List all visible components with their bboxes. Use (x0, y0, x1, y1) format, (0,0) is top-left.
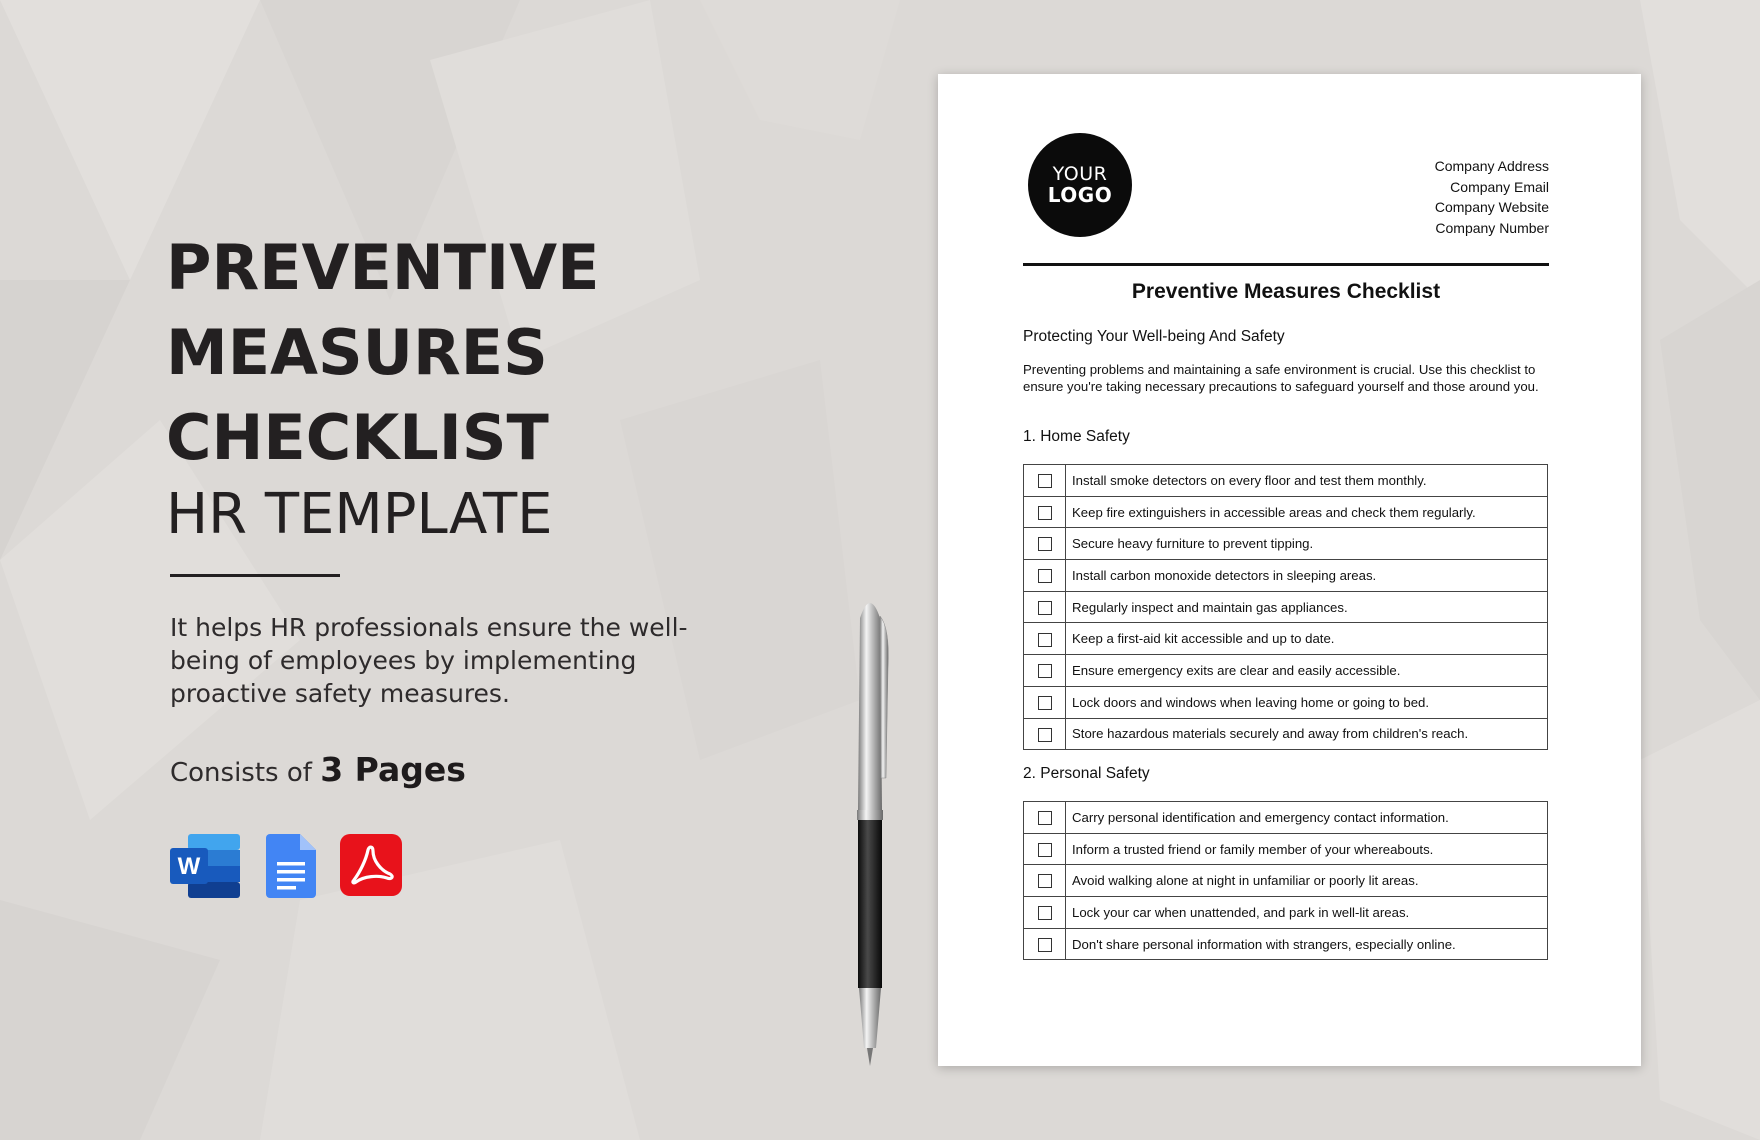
checkbox[interactable] (1038, 569, 1052, 583)
checkbox-cell (1024, 528, 1066, 560)
table-row (1024, 865, 1548, 897)
checklist-item-text: Lock your car when unattended, and park in well-lit areas. (1066, 897, 1548, 929)
logo-line-2: LOGO (1047, 183, 1113, 207)
pages-prefix: Consists of (170, 758, 312, 788)
checkbox-cell (1024, 928, 1066, 960)
checklist-item-text: Keep a first-aid kit accessible and up to date. (1066, 623, 1548, 655)
checkbox[interactable] (1038, 664, 1052, 678)
checkbox[interactable] (1038, 601, 1052, 615)
checkbox[interactable] (1038, 874, 1052, 888)
checkbox-cell (1024, 718, 1066, 750)
checkbox-cell (1024, 833, 1066, 865)
company-email: Company Email (1450, 178, 1549, 195)
checklist-item-text: Avoid walking alone at night in unfamiliar or poorly lit areas. (1066, 865, 1548, 897)
promo-divider (170, 574, 340, 577)
promo-description: It helps HR professionals ensure the well-being of employees by implementing proactive safety measures. (170, 613, 688, 708)
document-intro: Preventing problems and maintaining a safe environment is crucial. Use this checklist to ensure you're taking necessary precautions to safeguard yourself and those around you. (1023, 362, 1539, 394)
logo-line-1: YOUR (1052, 163, 1108, 185)
company-address: Company Address (1434, 158, 1549, 174)
table-row (1024, 928, 1548, 960)
google-docs-icon (266, 834, 316, 898)
table-row (1024, 496, 1548, 528)
section-heading-personal-safety: 2. Personal Safety (1023, 765, 1150, 782)
checkbox[interactable] (1038, 537, 1052, 551)
checkbox-cell (1024, 623, 1066, 655)
word-icon (170, 834, 240, 898)
checklist-item-text: Inform a trusted friend or family member of your whereabouts. (1066, 833, 1548, 865)
checklist-item-text: Install carbon monoxide detectors in sleeping areas. (1066, 560, 1548, 592)
checklist-item-text: Secure heavy furniture to prevent tipping. (1066, 528, 1548, 560)
company-logo (1028, 133, 1132, 237)
checkbox-cell (1024, 655, 1066, 687)
checkbox[interactable] (1038, 728, 1052, 742)
table-row (1024, 833, 1548, 865)
promo-panel (166, 225, 726, 789)
company-number: Company Number (1435, 219, 1549, 236)
table-row (1024, 591, 1548, 623)
checklist-item-text: Lock doors and windows when leaving home or going to bed. (1066, 686, 1548, 718)
checklist-item-text: Keep fire extinguishers in accessible areas and check them regularly. (1066, 496, 1548, 528)
checkbox-cell (1024, 897, 1066, 929)
checkbox-cell (1024, 686, 1066, 718)
company-website: Company Website (1434, 199, 1549, 215)
company-details (1435, 156, 1549, 238)
checklist-item-text: Carry personal identification and emergency contact information. (1066, 802, 1548, 834)
table-row (1024, 623, 1548, 655)
document-title: Preventive Measures Checklist (1131, 280, 1441, 303)
promo-title-line-3: CHECKLIST (166, 401, 549, 474)
checkbox[interactable] (1038, 474, 1052, 488)
promo-subtitle: HR TEMPLATE (166, 482, 553, 547)
checklist-home-safety (1023, 464, 1548, 750)
table-row (1024, 686, 1548, 718)
checkbox-cell (1024, 465, 1066, 497)
header-divider (1023, 263, 1549, 266)
promo-title-line-1: PREVENTIVE (166, 231, 600, 304)
checkbox-cell (1024, 591, 1066, 623)
table-row (1024, 465, 1548, 497)
promo-title-line-2: MEASURES (166, 316, 548, 389)
checklist-item-text: Don't share personal information with strangers, especially online. (1066, 928, 1548, 960)
section-heading-home-safety: 1. Home Safety (1023, 428, 1130, 445)
table-row (1024, 718, 1548, 750)
table-row (1024, 655, 1548, 687)
checkbox-cell (1024, 560, 1066, 592)
checkbox-cell (1024, 865, 1066, 897)
checklist-item-text: Install smoke detectors on every floor and test them monthly. (1066, 465, 1548, 497)
table-row (1024, 560, 1548, 592)
table-row (1024, 897, 1548, 929)
checkbox[interactable] (1038, 633, 1052, 647)
document-page (938, 74, 1641, 1066)
table-row (1024, 528, 1548, 560)
checkbox[interactable] (1038, 696, 1052, 710)
checkbox-cell (1024, 802, 1066, 834)
checkbox[interactable] (1038, 938, 1052, 952)
checklist-item-text: Regularly inspect and maintain gas appliances. (1066, 591, 1548, 623)
pdf-icon (340, 834, 402, 896)
checkbox[interactable] (1038, 906, 1052, 920)
checklist-personal-safety (1023, 801, 1548, 960)
checkbox[interactable] (1038, 506, 1052, 520)
checklist-item-text: Ensure emergency exits are clear and easily accessible. (1066, 655, 1548, 687)
checklist-item-text: Store hazardous materials securely and away from children's reach. (1066, 718, 1548, 750)
table-row (1024, 802, 1548, 834)
checkbox-cell (1024, 496, 1066, 528)
checkbox[interactable] (1038, 843, 1052, 857)
word-icon-letter: W (177, 853, 201, 880)
document-subtitle: Protecting Your Well-being And Safety (1023, 328, 1285, 345)
pen-illustration (846, 588, 906, 1068)
pages-count: 3 Pages (320, 750, 466, 789)
checkbox[interactable] (1038, 811, 1052, 825)
promo-page-count (170, 750, 726, 789)
